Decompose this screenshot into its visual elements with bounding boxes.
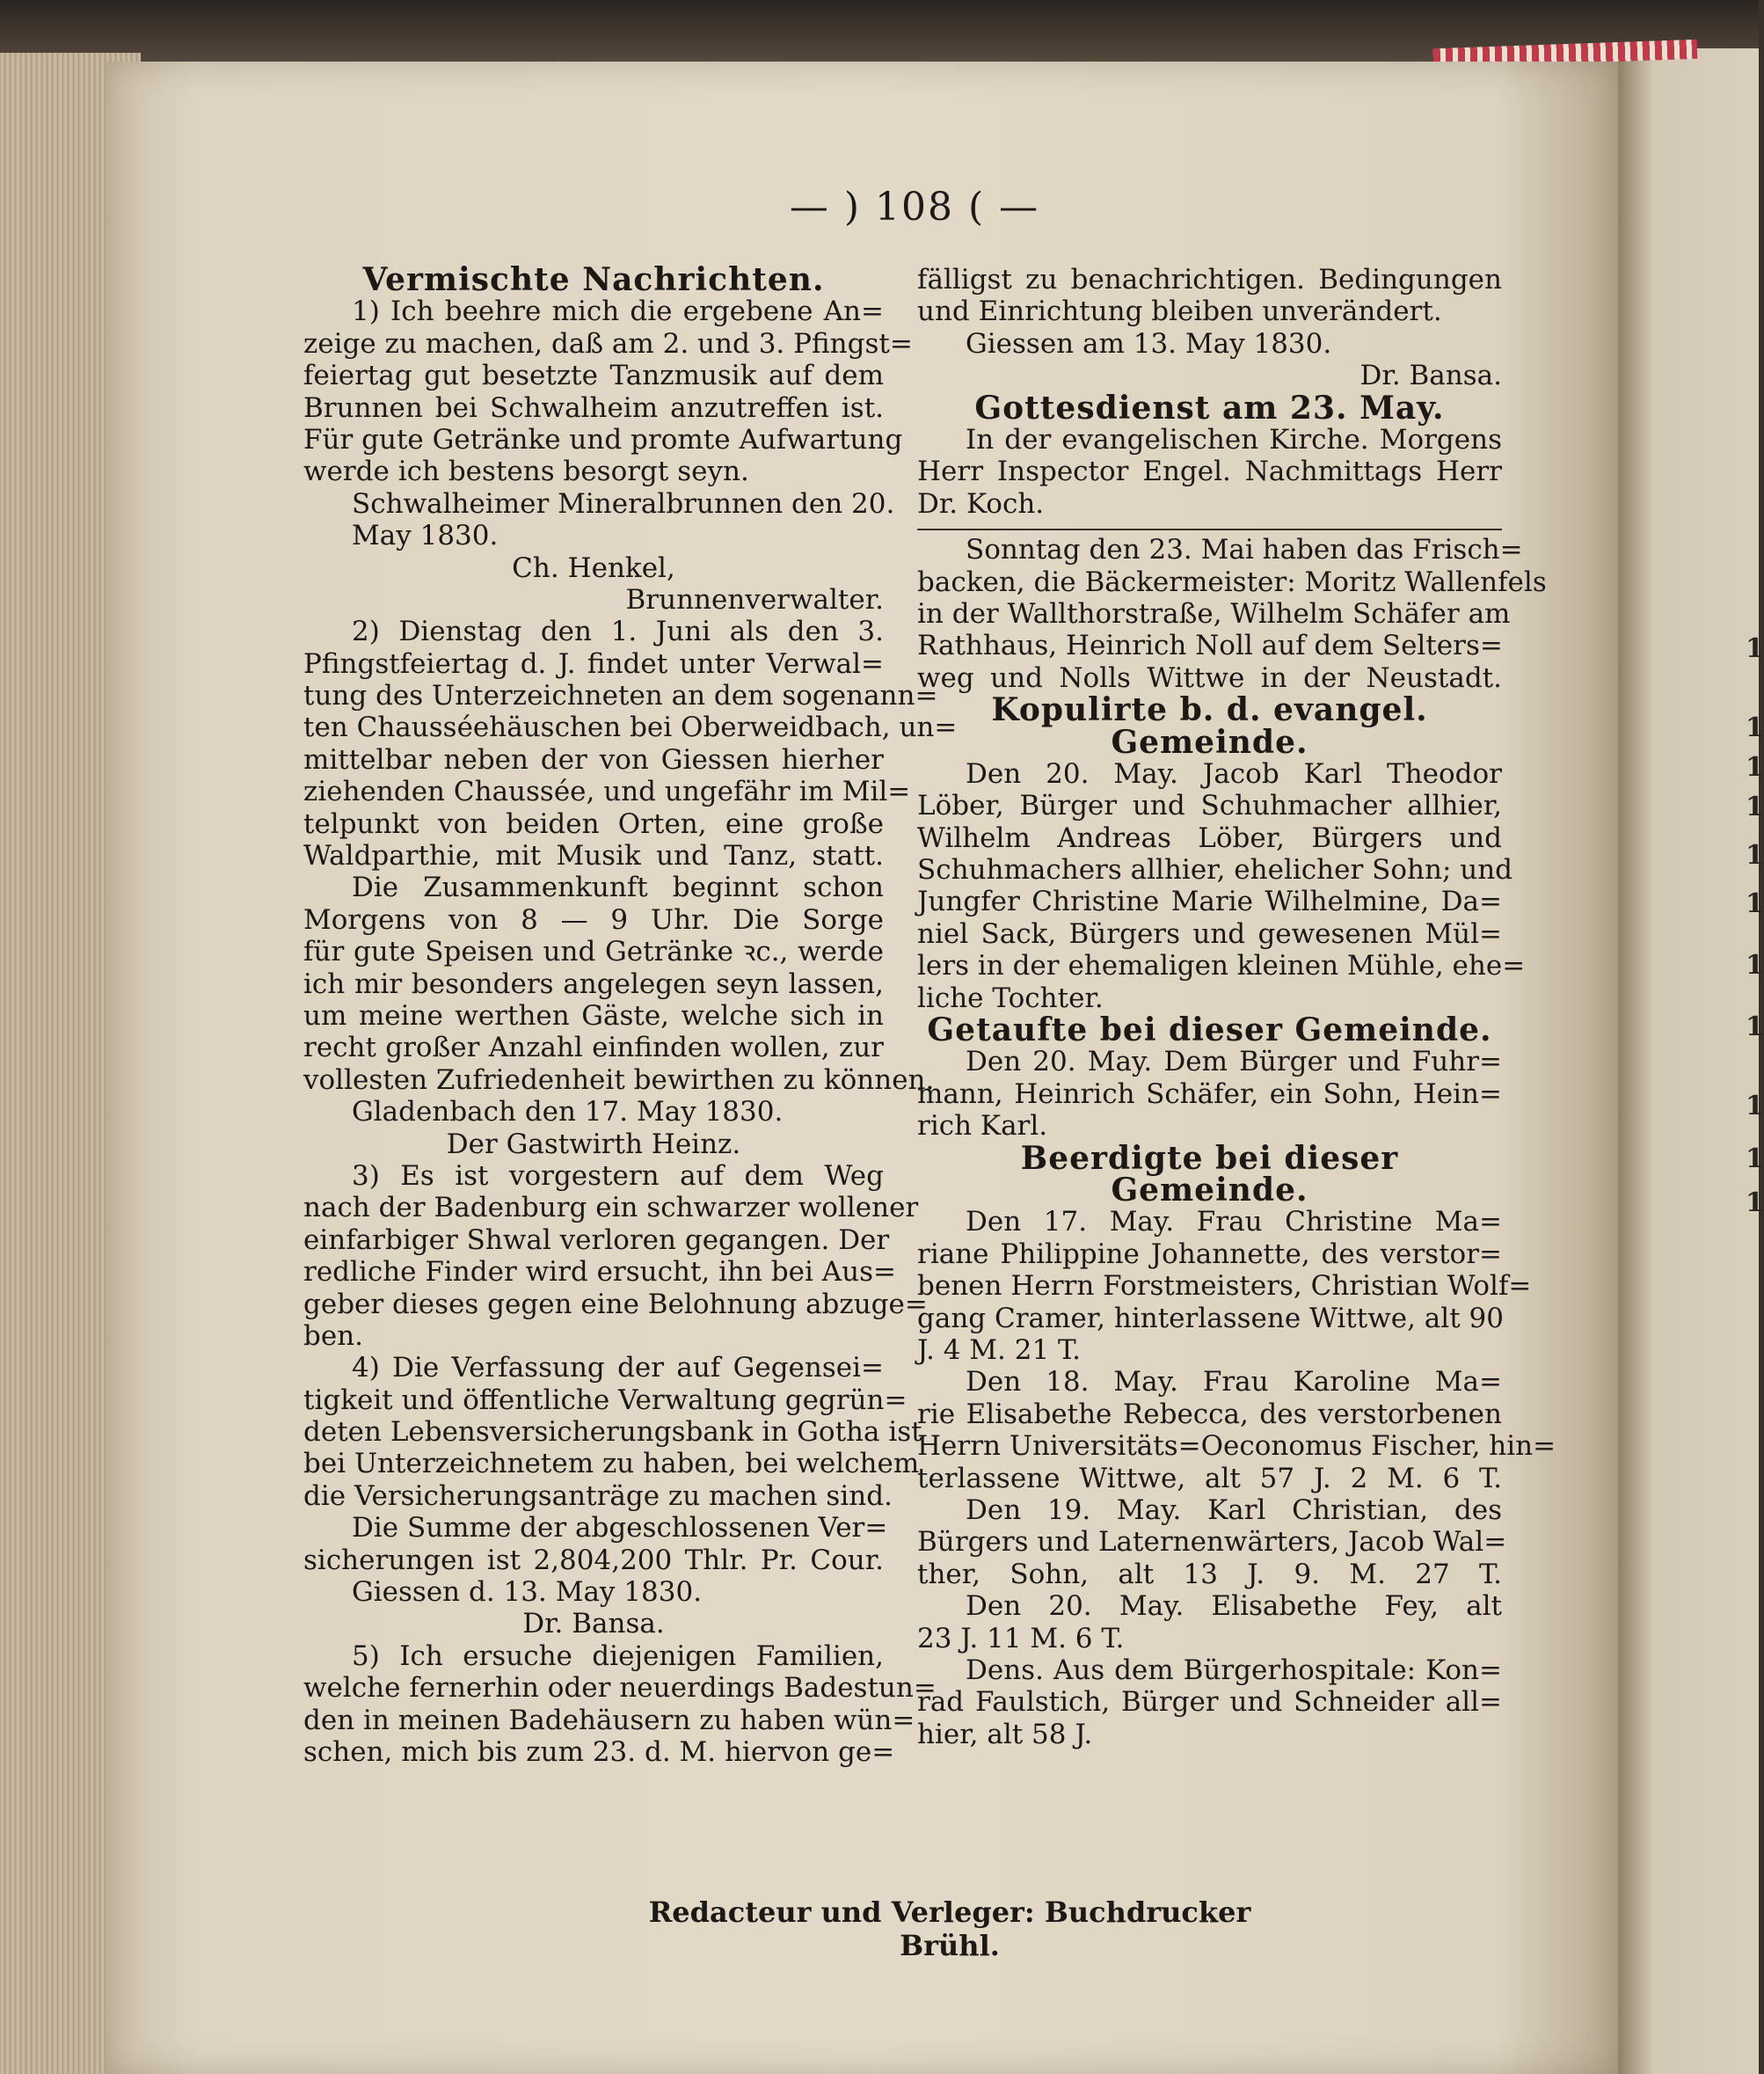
text-line: Dr. Koch. [917, 487, 1045, 520]
facing-page-char: 1 [1746, 950, 1764, 981]
text-line: riane Philippine Johannette, des verstor= [917, 1238, 1502, 1270]
text-line: Schuhmachers allhier, ehelicher Sohn; und [917, 854, 1513, 887]
text-line: backen, die Bäckermeister: Moritz Wallenfels [917, 566, 1547, 598]
text-line: vollesten Zufriedenheit bewirthen zu können. [303, 1063, 935, 1096]
text-line: Giessen d. 13. May 1830. [352, 1576, 703, 1609]
text-line: In der evangelischen Kirche. Morgens [966, 423, 1502, 456]
text-line: benen Herrn Forstmeisters, Christian Wolf= [917, 1270, 1532, 1303]
text-line: weg und Nolls Wittwe in der Neustadt. [917, 661, 1502, 694]
text-line: Gladenbach den 17. May 1830. [352, 1096, 784, 1128]
text-line: 5) Ich ersuche diejenigen Familien, [352, 1639, 884, 1672]
text-line: Den 20. May. Dem Bürger und Fuhr= [966, 1046, 1502, 1078]
text-line: Pfingstfeiertag d. J. findet unter Verwal= [303, 647, 884, 680]
text-line: die Versicherungsanträge zu machen sind. [303, 1479, 893, 1512]
text-line: um meine werthen Gäste, welche sich in [303, 1000, 884, 1032]
facing-page-char: 1 [1746, 1011, 1764, 1042]
text-line: für gute Speisen und Getränke ꝛc., werde [303, 936, 884, 968]
text-line: welche fernerhin oder neuerdings Badestun= [303, 1672, 937, 1705]
text-line: Den 19. May. Karl Christian, des [966, 1493, 1502, 1526]
facing-page-char: 1 [1746, 633, 1764, 664]
text-line: geber dieses gegen eine Belohnung abzuge= [303, 1288, 928, 1320]
section-heading: Vermischte Nachrichten. [362, 261, 825, 298]
text-line: gang Cramer, hinterlassene Wittwe, alt 90 [917, 1302, 1504, 1334]
section-heading: Kopulirte b. d. evangel. Gemeinde. [991, 691, 1428, 761]
text-line: Den 20. May. Jacob Karl Theodor [966, 757, 1502, 790]
text-line: tigkeit und öffentliche Verwaltung gegrün= [303, 1384, 908, 1416]
text-line: Die Summe der abgeschlossenen Ver= [352, 1512, 888, 1545]
text-line: werde ich bestens besorgt seyn. [303, 456, 749, 488]
text-line: sicherungen ist 2,804,200 Thlr. Pr. Cour. [303, 1544, 884, 1576]
facing-page-char: 1 [1746, 1091, 1764, 1121]
text-line: May 1830. [352, 520, 499, 552]
text-line: fälligst zu benachrichtigen. Bedingungen [917, 264, 1502, 296]
text-line: Schwalheimer Mineralbrunnen den 20. [352, 487, 895, 520]
text-line: telpunkt von beiden Orten, eine große [303, 807, 884, 840]
left-column [303, 261, 958, 1768]
text-line: rie Elisabethe Rebecca, des verstorbenen [917, 1398, 1502, 1430]
text-line: 23 J. 11 M. 6 T. [917, 1622, 1125, 1654]
text-line: Morgens von 8 — 9 Uhr. Die Sorge [303, 903, 884, 936]
text-line: Die Zusammenkunft beginnt schon [352, 872, 884, 904]
text-line: ten Chausséehäuschen bei Oberweidbach, un= [303, 712, 958, 744]
text-line: 4) Die Verfassung der auf Gegensei= [352, 1352, 884, 1384]
text-line: Löber, Bürger und Schuhmacher allhier, [917, 790, 1502, 822]
text-line: recht großer Anzahl einfinden wollen, zur [303, 1032, 884, 1064]
text-line: mann, Heinrich Schäfer, ein Sohn, Hein= [917, 1077, 1502, 1110]
right-column-text [917, 264, 1556, 1750]
facing-page-char: 1 [1746, 1187, 1764, 1218]
facing-page-char: 1 [1746, 712, 1764, 743]
text-line: Dr. Bansa. [1359, 360, 1502, 392]
section-heading: Gottesdienst am 23. May. [974, 389, 1445, 427]
facing-page-char: 1 [1746, 840, 1764, 871]
text-line: redliche Finder wird ersucht, ihn bei Aus= [303, 1256, 897, 1289]
text-line: den in meinen Badehäusern zu haben wün= [303, 1704, 915, 1736]
text-line: Herr Inspector Engel. Nachmittags Herr [917, 456, 1502, 488]
text-line: nach der Badenburg ein schwarzer wollener [303, 1192, 919, 1224]
text-line: ziehenden Chaussée, und ungefähr im Mil= [303, 776, 911, 808]
text-line: Jungfer Christine Marie Wilhelmine, Da= [917, 886, 1502, 918]
text-line: Dens. Aus dem Bürgerhospitale: Kon= [966, 1654, 1502, 1686]
text-line: Rathhaus, Heinrich Noll auf dem Selters= [917, 630, 1503, 662]
text-line: 1) Ich beehre mich die ergebene An= [352, 296, 884, 328]
text-line: Sonntag den 23. Mai haben das Frisch= [966, 534, 1523, 566]
text-line: ther, Sohn, alt 13 J. 9. M. 27 T. [917, 1558, 1502, 1590]
facing-page-char: 1 [1746, 792, 1764, 822]
text-line: liche Tochter. [917, 982, 1104, 1014]
text-line: ben. [303, 1319, 364, 1352]
text-line: zeige zu machen, daß am 2. und 3. Pfingst= [303, 327, 913, 360]
text-line: Brunnen bei Schwalheim anzutreffen ist. [303, 391, 884, 424]
text-line: rich Karl. [917, 1110, 1048, 1143]
imprint-line: Redacteur und Verleger: Buchdrucker Brühl. [648, 1895, 1251, 1962]
text-line: Waldparthie, mit Musik und Tanz, statt. [303, 840, 884, 873]
text-line: Ch. Henkel, [512, 551, 675, 584]
text-line: schen, mich bis zum 23. d. M. hiervon ge= [303, 1735, 895, 1768]
text-line: Der Gastwirth Heinz. [446, 1128, 741, 1160]
text-line: Bürgers und Laternenwärters, Jacob Wal= [917, 1526, 1507, 1559]
text-line: Herrn Universitäts=Oeconomus Fischer, hin= [917, 1430, 1556, 1463]
text-line: Dr. Bansa. [522, 1608, 665, 1640]
facing-page [1618, 48, 1764, 2074]
text-line: mittelbar neben der von Giessen hierher [303, 743, 884, 776]
text-line: Für gute Getränke und promte Aufwartung [303, 423, 903, 456]
text-line: Brunnenverwalter. [625, 583, 884, 616]
text-line: rad Faulstich, Bürger und Schneider all= [917, 1686, 1502, 1719]
section-heading: Getaufte bei dieser Gemeinde. [927, 1011, 1492, 1049]
text-line: in der Wallthorstraße, Wilhelm Schäfer am [917, 597, 1511, 630]
right-column [917, 264, 1556, 1750]
facing-page-char: 1 [1746, 1143, 1764, 1174]
text-line: niel Sack, Bürgers und gewesenen Mül= [917, 917, 1502, 950]
text-line: Den 18. May. Frau Karoline Ma= [966, 1366, 1502, 1398]
section-heading: Beerdigte bei dieser Gemeinde. [1020, 1139, 1399, 1209]
text-line: und Einrichtung bleiben unverändert. [917, 296, 1442, 328]
horizontal-rule [917, 529, 1502, 530]
facing-page-char: 1 [1746, 752, 1764, 783]
text-line: bei Unterzeichnetem zu haben, bei welchem [303, 1448, 920, 1480]
text-line: feiertag gut besetzte Tanzmusik auf dem [303, 360, 884, 392]
text-line: deten Lebensversicherungsbank in Gotha ist [303, 1416, 922, 1449]
text-line: hier, alt 58 J. [917, 1718, 1093, 1750]
text-line: 3) Es ist vorgestern auf dem Weg [352, 1159, 884, 1192]
text-line: ich mir besonders angelegen seyn lassen, [303, 968, 884, 1000]
left-column-text [303, 296, 958, 1768]
text-line: lers in der ehemaligen kleinen Mühle, ehe= [917, 950, 1526, 982]
text-line: einfarbiger Shwal verloren gegangen. Der [303, 1223, 890, 1256]
text-line: Den 17. May. Frau Christine Ma= [966, 1206, 1502, 1238]
text-line: J. 4 M. 21 T. [917, 1333, 1082, 1366]
text-line: Giessen am 13. May 1830. [966, 327, 1332, 360]
page-number-header: — ) 108 ( — [789, 185, 1040, 230]
text-line: Den 20. May. Elisabethe Fey, alt [966, 1590, 1502, 1623]
text-line: terlassene Wittwe, alt 57 J. 2 M. 6 T. [917, 1462, 1502, 1494]
text-line: tung des Unterzeichneten an dem sogenann= [303, 680, 938, 712]
text-line: Wilhelm Andreas Löber, Bürgers und [917, 822, 1502, 854]
text-line: 2) Dienstag den 1. Juni als den 3. [352, 616, 884, 648]
facing-page-char: 1 [1746, 888, 1764, 919]
